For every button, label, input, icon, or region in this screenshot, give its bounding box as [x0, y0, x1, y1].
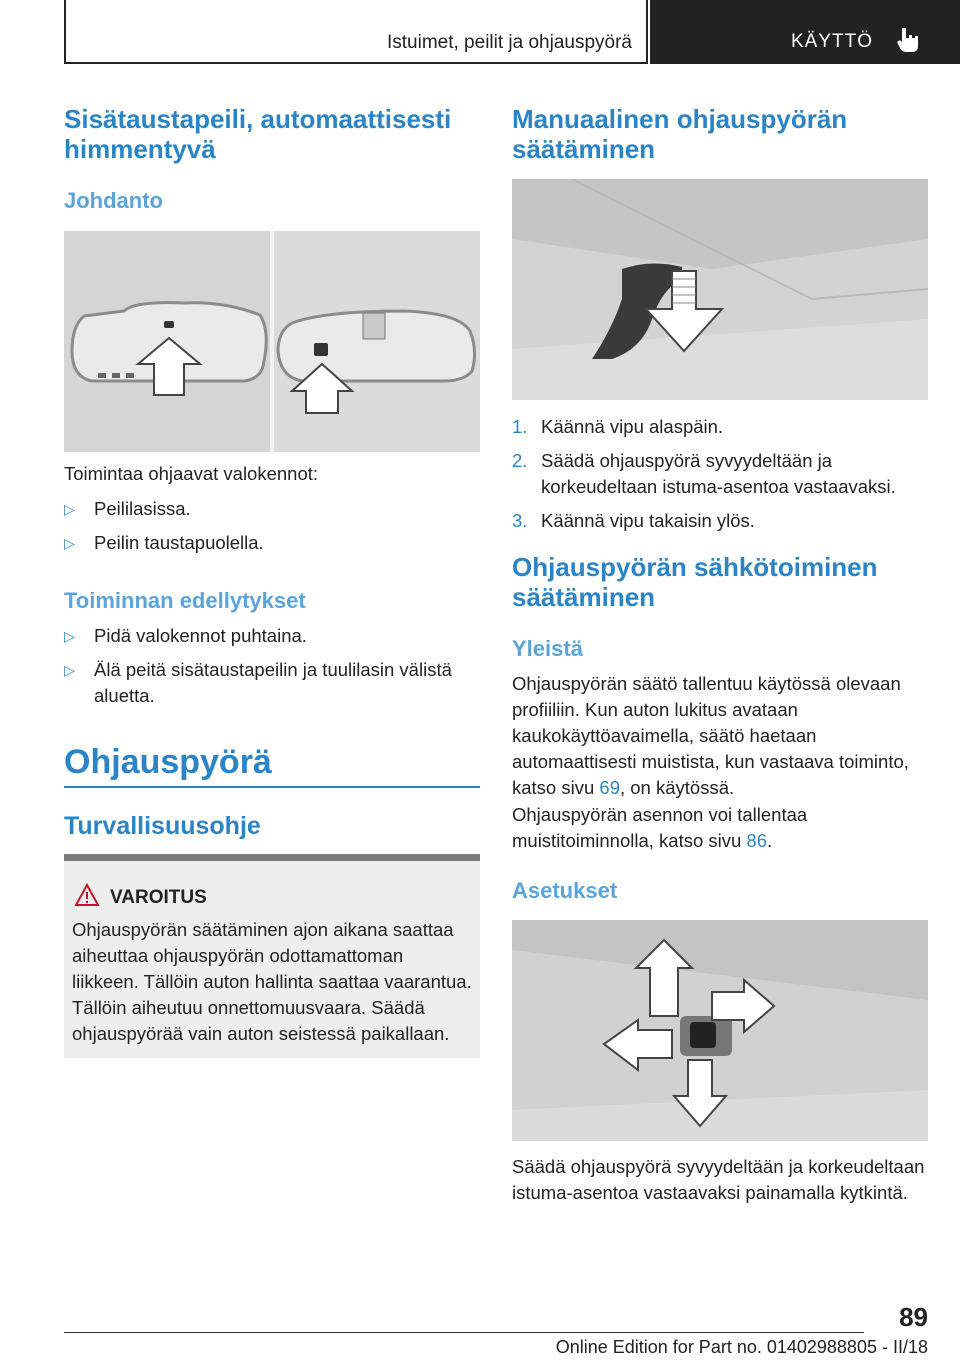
mirror-section-title: Sisätaustapeili, automaattisesti himmentyvä [64, 104, 452, 164]
intro-heading: Johdanto [64, 188, 163, 213]
edition-text: Online Edition for Part no. 01402988805 - II/18 [555, 1337, 928, 1357]
triangle-bullet-icon: ▷ [64, 535, 75, 551]
steering-lever-photo [512, 179, 928, 400]
step-item: 2. Säädä ohjauspyörä syvyydeltään ja korkeudeltaan istuma-asentoa vastaavaksi. [512, 450, 896, 497]
general-paragraph-1: Ohjauspyörän säätö tallentuu käytössä olevaan profiiliin. Kun auton lukitus avataan kaukokäyttöavaimella, säätö haetaan automaattisesti muistista, kun vastaava toiminto, katso sivu 69, on käytössä. [512, 673, 909, 798]
triangle-bullet-icon: ▷ [64, 501, 75, 517]
general-heading: Yleistä [512, 636, 583, 661]
steering-switch-photo [512, 920, 928, 1141]
safety-heading: Turvallisuusohje [64, 812, 261, 840]
warning-title: VAROITUS [110, 887, 207, 908]
settings-heading: Asetukset [512, 878, 618, 903]
footer-rule [64, 1332, 864, 1333]
warning-box [64, 854, 480, 1058]
chapter-rule [64, 786, 480, 788]
list-item: ▷ Peililasissa. [64, 496, 480, 522]
list-item: ▷ Älä peitä sisätaustapeilin ja tuulilasin välistä aluetta. [64, 659, 452, 706]
chapter-title: Ohjauspyörä [64, 743, 272, 781]
page-link-69[interactable]: 69 [599, 777, 620, 798]
header-chapter-box [650, 0, 960, 64]
electric-section-title: Ohjauspyörän sähkötoiminen säätäminen [512, 552, 878, 612]
mirror-photo [64, 231, 480, 452]
list-item: ▷ Pidä valokennot puhtaina. [64, 623, 480, 649]
step-item: 1. Käännä vipu alaspäin. [512, 416, 724, 437]
step-item: 3. Käännä vipu takaisin ylös. [512, 510, 755, 531]
page-number: 89 [899, 1302, 928, 1332]
intro-text: Toimintaa ohjaavat valokennot: [64, 463, 319, 484]
header-chapter-title: KÄYTTÖ [791, 31, 874, 52]
triangle-bullet-icon: ▷ [64, 662, 75, 678]
warning-text: Ohjauspyörän säätäminen ajon aikana saattaa aiheuttaa ohjauspyörän odottamattoman liikkeen. Tällöin auton hallinta saattaa vaarantua. Tällöin aiheutuu onnettomuusvaara. Säädä ohjauspyörää vain auton seistessä paikallaan. [72, 919, 472, 1044]
triangle-bullet-icon: ▷ [64, 628, 75, 644]
manual-section-title: Manuaalinen ohjauspyörän säätäminen [512, 104, 848, 164]
page-link-86[interactable]: 86 [746, 830, 767, 851]
header-section-box [64, 0, 648, 64]
general-paragraph-2: Ohjauspyörän asennon voi tallentaa muistitoiminnolla, katso sivu 86. [512, 804, 808, 851]
header-section-title: Istuimet, peilit ja ohjauspyörä [386, 32, 632, 53]
requirements-heading: Toiminnan edellytykset [64, 588, 306, 613]
settings-text: Säädä ohjauspyörä syvyydeltään ja korkeudeltaan istuma-asentoa vastaavaksi painamalla kytkintä. [512, 1156, 925, 1203]
hand-pointer-icon [896, 26, 922, 54]
list-item: ▷ Peilin taustapuolella. [64, 530, 480, 556]
warning-triangle-icon [74, 883, 100, 907]
